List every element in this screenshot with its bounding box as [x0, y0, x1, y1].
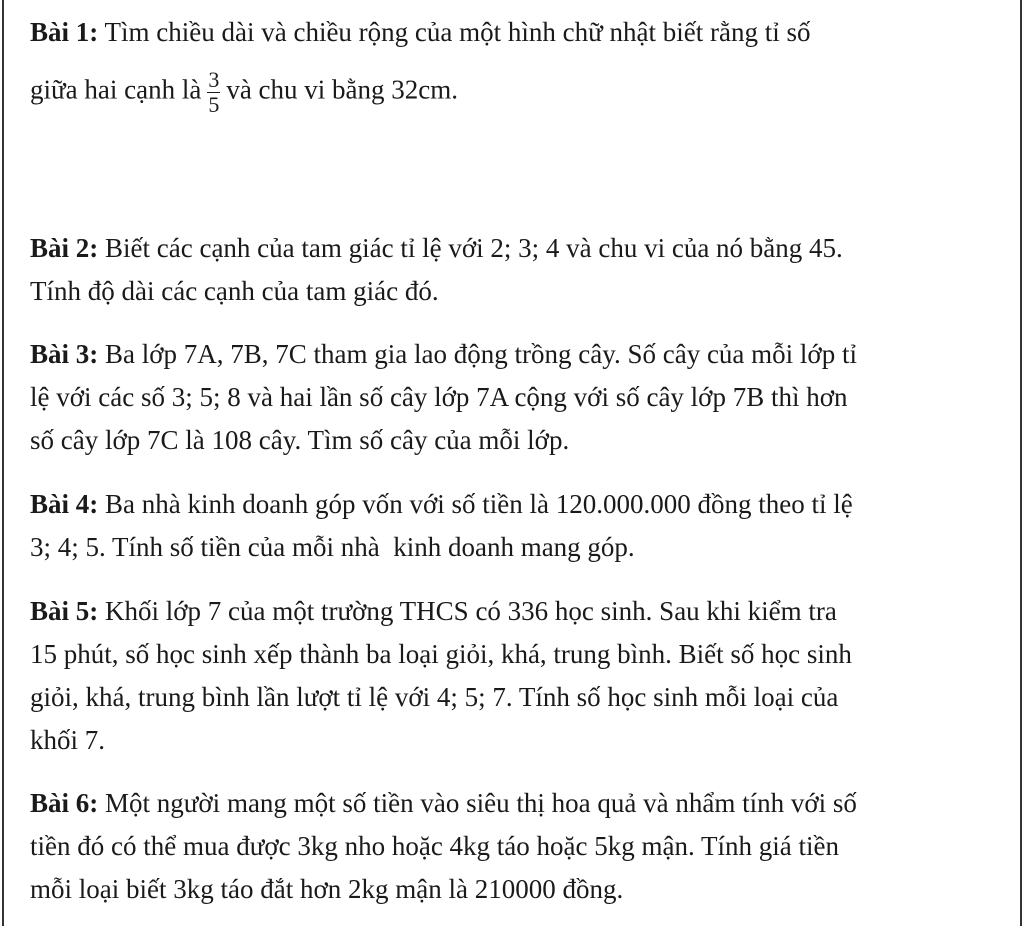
- problem-6: [30, 782, 990, 911]
- problem-3-line-3: số cây lớp 7C là 108 cây. Tìm số cây của mỗi lớp.: [30, 425, 570, 455]
- problem-5-line-3: giỏi, khá, trung bình lần lượt tỉ lệ với 4; 5; 7. Tính số học sinh mỗi loại của: [30, 682, 839, 712]
- problem-2-text: Biết các cạnh của tam giác tỉ lệ với 2; 3; 4 và chu vi của nó bằng 45.: [98, 233, 843, 263]
- problem-5: [30, 590, 990, 762]
- problem-2: [30, 227, 990, 313]
- problem-1-text-after-fraction: và chu vi bằng 32cm.: [226, 74, 459, 105]
- problem-3-text: Ba lớp 7A, 7B, 7C tham gia lao động trồng cây. Số cây của mỗi lớp tỉ: [98, 339, 857, 369]
- problem-1-label: Bài 1:: [30, 17, 99, 47]
- problem-3-label: Bài 3:: [30, 339, 99, 369]
- problem-5-label: Bài 5:: [30, 596, 99, 626]
- problem-4-text: Ba nhà kinh doanh góp vốn với số tiền là 120.000.000 đồng theo tỉ lệ: [98, 489, 853, 519]
- problem-5-line-1: [30, 590, 990, 633]
- problem-6-line-3: mỗi loại biết 3kg táo đắt hơn 2kg mận là 210000 đồng.: [30, 874, 624, 904]
- problem-4-line-1: [30, 483, 990, 526]
- problem-1-line-1: [30, 11, 990, 54]
- problem-3: [30, 333, 990, 462]
- problem-1-text: Tìm chiều dài và chiều rộng của một hình chữ nhật biết rằng tỉ số: [98, 17, 811, 47]
- problem-2-label: Bài 2:: [30, 233, 99, 263]
- problem-4: [30, 483, 990, 569]
- fraction-denominator: 5: [208, 92, 220, 117]
- problem-3-line-2: lệ với các số 3; 5; 8 và hai lần số cây lớp 7A cộng với số cây lớp 7B thì hơn: [30, 382, 848, 412]
- problem-1: [30, 11, 990, 117]
- ratio-fraction: [207, 68, 220, 117]
- problem-6-line-1: [30, 782, 990, 825]
- problem-5-line-2: 15 phút, số học sinh xếp thành ba loại giỏi, khá, trung bình. Biết số học sinh: [30, 639, 852, 669]
- problem-3-line-1: [30, 333, 990, 376]
- problem-6-text: Một người mang một số tiền vào siêu thị hoa quả và nhẩm tính với số: [98, 788, 857, 818]
- problem-4-label: Bài 4:: [30, 489, 99, 519]
- problem-4-line-2: 3; 4; 5. Tính số tiền của mỗi nhà kinh doanh mang góp.: [30, 532, 635, 562]
- problem-6-label: Bài 6:: [30, 788, 99, 818]
- problem-6-line-2: tiền đó có thể mua được 3kg nho hoặc 4kg táo hoặc 5kg mận. Tính giá tiền: [30, 831, 839, 861]
- problem-1-text-before-fraction: giữa hai cạnh là: [30, 74, 202, 105]
- problem-5-line-4: khối 7.: [30, 725, 106, 755]
- fraction-numerator: 3: [208, 67, 220, 92]
- problem-2-line-1: [30, 227, 990, 270]
- problem-2-line-2: Tính độ dài các cạnh của tam giác đó.: [30, 276, 439, 306]
- problem-1-line-2: [30, 68, 990, 117]
- document-frame: [2, 0, 1022, 926]
- problem-5-text: Khối lớp 7 của một trường THCS có 336 học sinh. Sau khi kiểm tra: [98, 596, 837, 626]
